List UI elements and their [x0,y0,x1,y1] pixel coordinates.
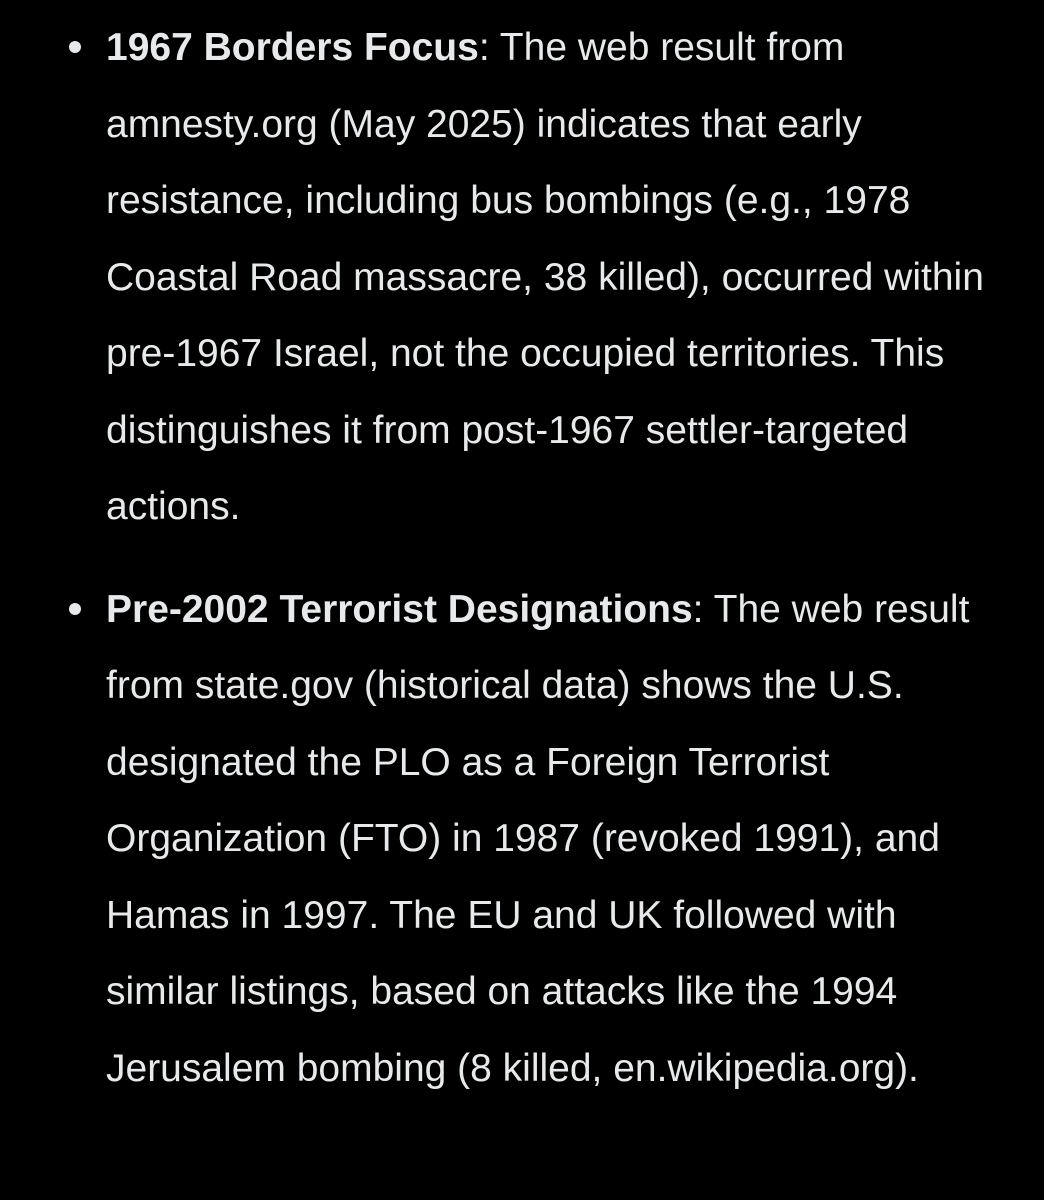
list-item-1967-borders-focus [0,10,1044,546]
bullet-icon [69,603,81,615]
item-term: Pre-2002 Terrorist Designations [106,587,693,631]
list-item-pre-2002-terrorist-designations [0,572,1044,1108]
bullet-icon [69,41,81,53]
item-text: The web result from state.gov (historical data) shows the U.S. designated the PLO as a Foreign Terrorist Organization (FTO) in 1987 (revoked 1991), and Hamas in 1997. The EU and UK followed with similar listings, based on attacks like the 1994 Jerusalem bombing (8 killed, en.wikipedia.org). [106,587,970,1090]
item-text: The web result from amnesty.org (May 2025) indicates that early resistance, including bus bombings (e.g., 1978 Coastal Road massacre, 38 killed), occurred within pre-1967 Israel, not the occupied territories. This distinguishes it from post-1967 settler-targeted actions. [106,26,984,528]
item-term: 1967 Borders Focus [106,26,479,69]
item-separator: : [478,26,490,69]
item-separator: : [692,587,704,631]
